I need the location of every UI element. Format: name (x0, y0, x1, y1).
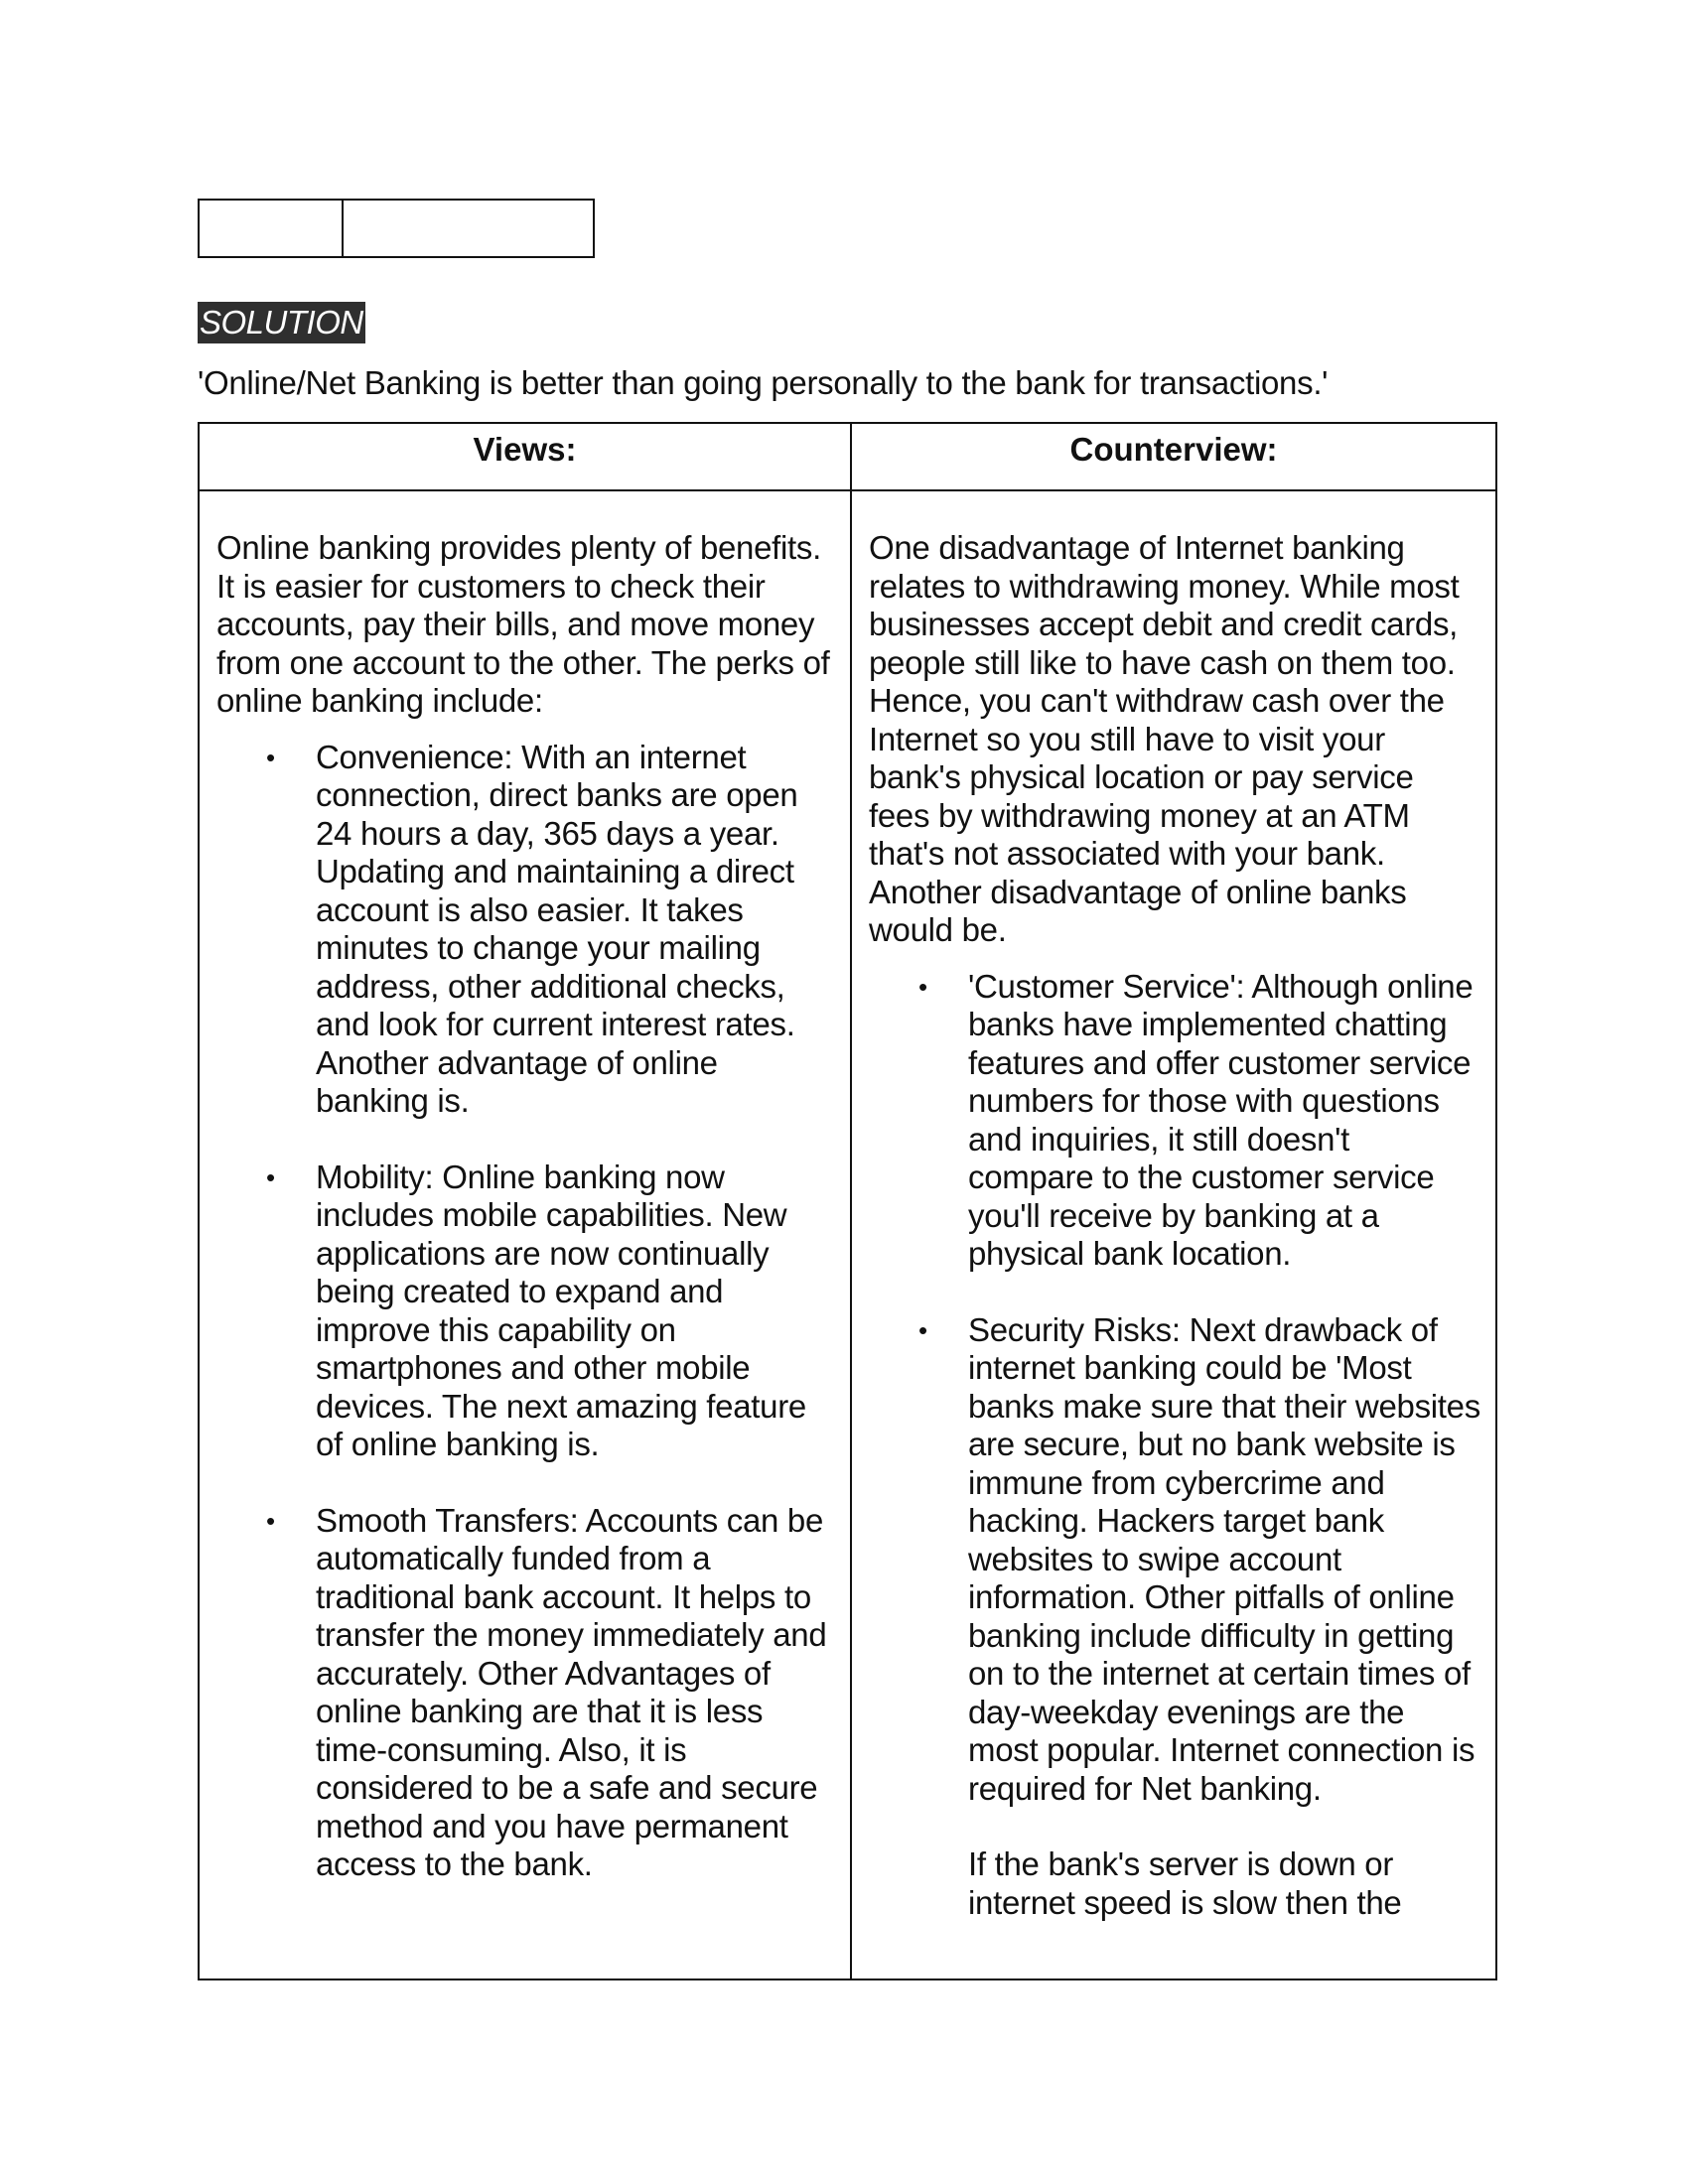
counterview-points-list (869, 968, 1481, 1923)
views-counterview-table (198, 422, 1497, 1980)
views-points-list (216, 739, 836, 1884)
views-point-smooth-transfers: • Smooth Transfers: Accounts can be automatically funded from a traditional bank account. It helps to transfer the money immediately and accurately. Other Advantages of online banking are that it is less time-consuming. Also, it is considered to be a safe and secure method and you have permanent access to the bank. (316, 1502, 836, 1884)
counterview-point-security-risks (968, 1311, 1481, 1923)
views-intro: Online banking provides plenty of benefits. It is easier for customers to check their accounts, pay their bills, and move money from one account to the other. The perks of online banking include: (216, 529, 830, 719)
counterview-intro: One disadvantage of Internet banking relates to withdrawing money. While most businesses accept debit and credit cards, people still like to have cash on them too. Hence, you can't withdraw cash over the Internet so you still have to visit your bank's physical location or pay service fees by withdrawing money at an ATM that's not associated with your bank. Another disadvantage of online banks would be. (869, 529, 1460, 948)
counterview-header: Counterview: (851, 423, 1496, 490)
views-cell (199, 490, 851, 1979)
counterview-continuation: If the bank's server is down or internet speed is slow then the (968, 1845, 1402, 1921)
views-point-convenience: • Convenience: With an internet connection, direct banks are open 24 hours a day, 365 days a year. Updating and maintaining a direct account is also easier. It takes minutes to change your mailing address, other additional checks, and look for current interest rates. Another advantage of online banking is. (316, 739, 836, 1121)
views-point-mobility: • Mobility: Online banking now includes mobile capabilities. New applications are now continually being created to expand and improve this capability on smartphones and other mobile devices. The next amazing feature of online banking is. (316, 1159, 836, 1464)
blank-box-left (200, 201, 344, 256)
blank-header-boxes (198, 199, 595, 258)
counterview-cell (851, 490, 1496, 1979)
statement-text: 'Online/Net Banking is better than going personally to the bank for transactions.' (198, 364, 1329, 401)
counterview-point-customer-service: • 'Customer Service': Although online banks have implemented chatting features and offer customer service numbers for those with questions and inquiries, it still doesn't compare to the customer service you'll receive by banking at a physical bank location. (968, 968, 1481, 1274)
blank-box-right (344, 201, 593, 256)
solution-label: SOLUTION (198, 302, 365, 343)
views-header: Views: (199, 423, 851, 490)
security-risks-text: Security Risks: Next drawback of internet banking could be 'Most banks make sure that their websites are secure, but no bank website is immune from cybercrime and hacking. Hackers target bank websites to swipe account information. Other pitfalls of online banking include difficulty in getting on to the internet at certain times of day-weekday evenings are the most popular. Internet connection is required for Net banking. (968, 1310, 1480, 1807)
